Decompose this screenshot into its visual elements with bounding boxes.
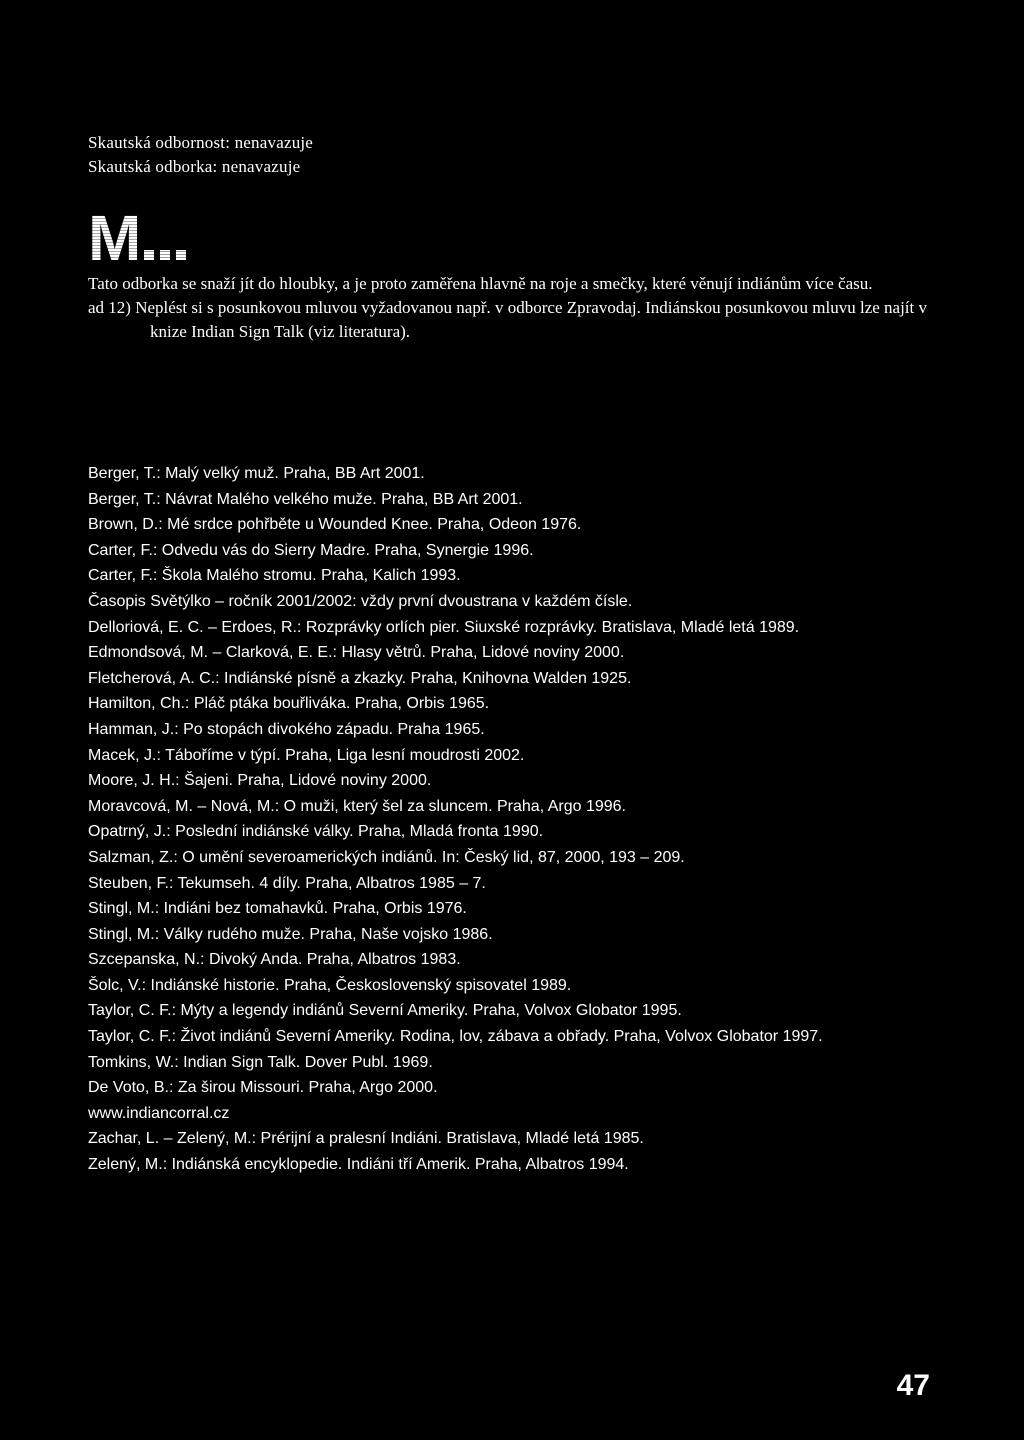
bibliography-entry: Moravcová, M. – Nová, M.: O muži, který šel za sluncem. Praha, Argo 1996. [88,797,626,815]
bibliography-entry: Opatrný, J.: Poslední indiánské války. Praha, Mladá fronta 1990. [88,823,544,841]
header-block [88,131,928,179]
bibliography-entry: Delloriová, E. C. – Erdoes, R.: Rozprávky orlích pier. Siuxské rozprávky. Bratislava, Mladé letá 1989. [88,618,800,636]
dot-icon [144,250,154,260]
intro-paragraph: Tato odborka se snaží jít do hloubky, a je proto zaměřena hlavně na roje a smečky, které věnují indiánům více času. [88,274,873,293]
bibliography-entry: Szcepanska, N.: Divoký Anda. Praha, Albatros 1983. [88,951,461,969]
intro-section [88,272,933,344]
bibliography-list [88,461,938,1178]
bibliography-entry: Zelený, M.: Indiánská encyklopedie. Indiáni tří Amerik. Praha, Albatros 1994. [88,1156,629,1174]
heading-dots-icon [144,250,186,260]
bibliography-entry: Berger, T.: Návrat Malého velkého muže. Praha, BB Art 2001. [88,490,523,508]
bibliography-entry: Časopis Světýlko – ročník 2001/2002: vždy první dvoustrana v každém čísle. [88,592,633,610]
bibliography-entry: Tomkins, W.: Indian Sign Talk. Dover Publ. 1969. [88,1053,433,1071]
bibliography-entry: Brown, D.: Mé srdce pohřběte u Wounded Knee. Praha, Odeon 1976. [88,516,582,534]
bibliography-entry: Stingl, M.: Indiáni bez tomahavků. Praha, Orbis 1976. [88,900,467,918]
bibliography-entry: Hamilton, Ch.: Pláč ptáka bouřliváka. Praha, Orbis 1965. [88,695,490,713]
bibliography-entry: Taylor, C. F.: Život indiánů Severní Ameriky. Rodina, lov, zábava a obřady. Praha, Volvox Globator 1997. [88,1028,823,1046]
bibliography-entry: Šolc, V.: Indiánské historie. Praha, Československý spisovatel 1989. [88,976,572,994]
bibliography-entry: Macek, J.: Táboříme v týpí. Praha, Liga lesní moudrosti 2002. [88,746,525,764]
dot-icon [160,250,170,260]
bibliography-entry: Stingl, M.: Války rudého muže. Praha, Naše vojsko 1986. [88,925,493,943]
intro-note: ad 12) Neplést si s posunkovou mluvou vyžadovanou např. v odborce Zpravodaj. Indiánskou posunkovou mluvu lze najít v knize Indian Sign Talk (viz literatura). [88,298,927,341]
level-heading [88,202,186,274]
scout-badge-line: Skautská odborka: nenavazuje [88,157,301,176]
scout-specialty-line: Skautská odbornost: nenavazuje [88,133,314,152]
bibliography-entry: Hamman, J.: Po stopách divokého západu. Praha 1965. [88,720,485,738]
dot-icon [176,250,186,260]
bibliography-entry: Salzman, Z.: O umění severoamerických indiánů. In: Český lid, 87, 2000, 193 – 209. [88,848,685,866]
bibliography-entry: Edmondsová, M. – Clarková, E. E.: Hlasy větrů. Praha, Lidové noviny 2000. [88,644,625,662]
bibliography-entry: Fletcherová, A. C.: Indiánské písně a zkazky. Praha, Knihovna Walden 1925. [88,669,632,687]
bibliography-entry: Steuben, F.: Tekumseh. 4 díly. Praha, Albatros 1985 – 7. [88,874,486,892]
bibliography-entry: Zachar, L. – Zelený, M.: Prérijní a pralesní Indiáni. Bratislava, Mladé letá 1985. [88,1130,644,1148]
bibliography-entry: www.indiancorral.cz [88,1104,230,1122]
bibliography-entry: Moore, J. H.: Šajeni. Praha, Lidové noviny 2000. [88,772,432,790]
bibliography-entry: Taylor, C. F.: Mýty a legendy indiánů Severní Ameriky. Praha, Volvox Globator 1995. [88,1002,682,1020]
bibliography-entry: De Voto, B.: Za širou Missouri. Praha, Argo 2000. [88,1079,438,1097]
bibliography-entry: Carter, F.: Škola Malého stromu. Praha, Kalich 1993. [88,567,461,585]
heading-letter: M [88,202,140,274]
bibliography-entry: Carter, F.: Odvedu vás do Sierry Madre. Praha, Synergie 1996. [88,541,534,559]
page-number: 47 [896,1369,930,1402]
bibliography-entry: Berger, T.: Malý velký muž. Praha, BB Art 2001. [88,465,425,482]
